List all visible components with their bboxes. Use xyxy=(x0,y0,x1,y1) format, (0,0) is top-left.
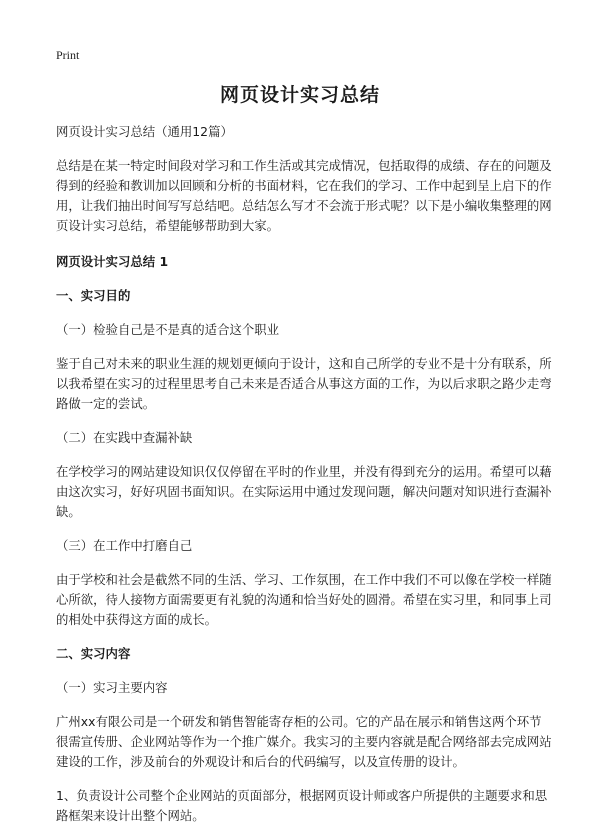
document-body xyxy=(56,122,552,826)
part1-item2-title: （二）在实践中查漏补缺 xyxy=(56,430,193,445)
section-heading: 网页设计实习总结 1 xyxy=(56,254,169,269)
print-link[interactable]: Print xyxy=(56,48,80,62)
part2-item2-text: 1、负责设计公司整个企业网站的页面部分，根据网页设计师或客户所提供的主题要求和思路框架来设计出整个网站。 xyxy=(56,788,548,823)
part1-item1-title: （一）检验自己是不是真的适合这个职业 xyxy=(56,322,280,337)
part2-heading: 二、实习内容 xyxy=(56,646,131,661)
part1-item3-title: （三）在工作中打磨自己 xyxy=(56,538,193,553)
part1-heading: 一、实习目的 xyxy=(56,288,131,303)
intro-paragraph: 总结是在某一特定时间段对学习和工作生活或其完成情况，包括取得的成绩、存在的问题及得到的经验和教训加以回顾和分析的书面材料，它在我们的学习、工作中起到呈上启下的作用，让我们抽出时间写写总结吧。总结怎么写才不会流于形式呢？以下是小编收集整理的网页设计实习总结，希望能够帮助到大家。 xyxy=(56,158,552,233)
page-title: 网页设计实习总结 xyxy=(219,84,380,106)
part1-item1-text: 鉴于自己对未来的职业生涯的规划更倾向于设计，这和自己所学的专业不是十分有联系，所以我希望在实习的过程里思考自己未来是否适合从事这方面的工作，为以后求职之路少走弯路做一定的尝试。 xyxy=(56,356,552,411)
part2-item1-text: 广州xx有限公司是一个研发和销售智能寄存柜的公司。它的产品在展示和销售这两个环节很需宣传册、企业网站等作为一个推广媒介。我实习的主要内容就是配合网络部去完成网站建设的工作，涉及前台的外观设计和后台的代码编写，以及宣传册的设计。 xyxy=(56,714,552,769)
part1-item2-text: 在学校学习的网站建设知识仅仅停留在平时的作业里，并没有得到充分的运用。希望可以藉由这次实习，好好巩固书面知识。在实际运用中通过发现问题，解决问题对知识进行查漏补缺。 xyxy=(56,464,552,519)
document-subtitle: 网页设计实习总结（通用12篇） xyxy=(56,124,233,139)
part1-item3-text: 由于学校和社会是截然不同的生活、学习、工作氛围，在工作中我们不可以像在学校一样随心所欲，待人接物方面需要更有礼貌的沟通和恰当好处的圆滑。希望在实习里，和同事上司的相处中获得这方面的成长。 xyxy=(56,572,552,627)
part2-item1-title: （一）实习主要内容 xyxy=(56,680,168,695)
